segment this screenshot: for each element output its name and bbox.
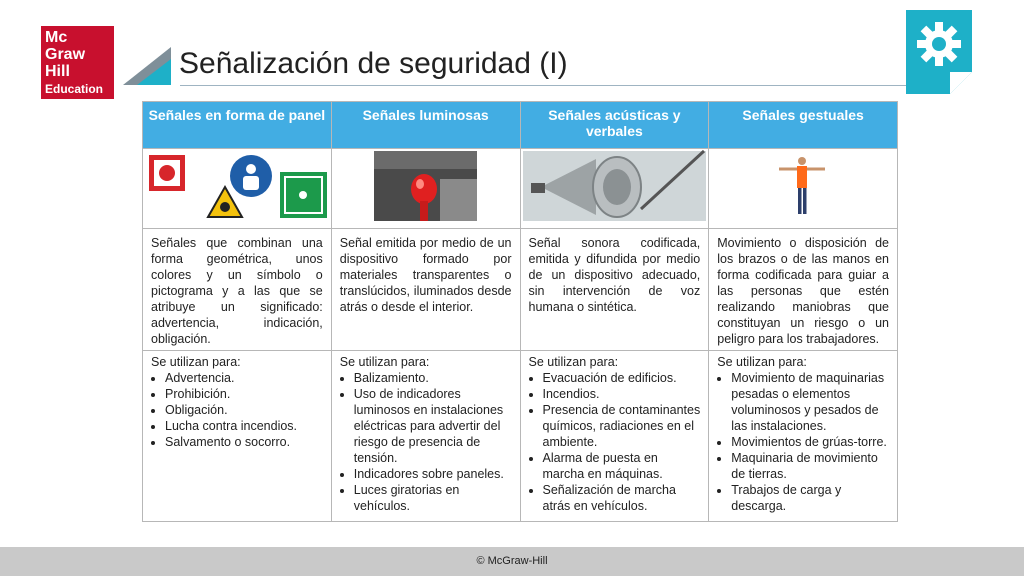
signalling-person-image xyxy=(709,149,898,229)
title-corner-decoration xyxy=(123,47,171,85)
list-item: • Luces giratorias en vehículos. xyxy=(354,482,512,514)
uses-gesture-signs xyxy=(709,351,898,522)
list-item: • Obligación. xyxy=(165,402,323,418)
list-item: • Uso de indicadores luminosos en instalaciones eléctricas para advertir del riesgo de presencia de tensión. xyxy=(354,386,512,466)
loudspeaker-image xyxy=(520,149,709,229)
header-acoustic-signs: Señales acústicas y verbales xyxy=(520,102,709,149)
logo-line: Hill xyxy=(45,63,70,80)
footer-bar xyxy=(0,547,1024,576)
uses-lead: Se utilizan para: xyxy=(339,355,430,369)
warning-light-image xyxy=(331,149,520,229)
uses-light-signs xyxy=(331,351,520,522)
list-item: • Indicadores sobre paneles. xyxy=(354,466,512,482)
logo-line: Mc xyxy=(45,29,68,46)
list-item: • Presencia de contaminantes químicos, radiaciones en el ambiente. xyxy=(543,402,701,450)
description-panel-signs: Señales que combinan una forma geométrica, unos colores y un símbolo o pictograma y a las que se atribuye un significado: advertencia, indicación, obligación. xyxy=(143,229,332,351)
copyright-text: © McGraw-Hill xyxy=(476,555,548,567)
logo-line: Graw xyxy=(45,46,86,63)
list-item: • Movimientos de grúas-torre. xyxy=(731,434,889,450)
list-item: • Alarma de puesta en marcha en máquinas. xyxy=(543,450,701,482)
header-gesture-signs: Señales gestuales xyxy=(709,102,898,149)
description-gesture-signs: Movimiento o disposición de los brazos o de las manos en forma codificada para guiar a las personas que estén realizando maniobras que constituyan un riesgo o un peligro para los trabajadores. xyxy=(709,229,898,351)
list-item: • Evacuación de edificios. xyxy=(543,370,701,386)
list-item: • Lucha contra incendios. xyxy=(165,418,323,434)
page-title: Señalización de seguridad (I) xyxy=(179,47,568,80)
list-item: • Incendios. xyxy=(543,386,701,402)
title-underline xyxy=(180,85,908,86)
description-light-signs: Señal emitida por medio de un dispositivo formado por materiales transparentes o translúcidos, iluminados desde atrás o desde el interior. xyxy=(331,229,520,351)
header-panel-signs: Señales en forma de panel xyxy=(143,102,332,149)
list-item: • Señalización de marcha atrás en vehículos. xyxy=(543,482,701,514)
uses-lead: Se utilizan para: xyxy=(151,355,241,369)
gear-icon xyxy=(906,10,972,94)
mcgraw-hill-logo xyxy=(41,26,114,99)
uses-panel-signs xyxy=(143,351,332,522)
list-item: • Balizamiento. xyxy=(354,370,512,386)
list-item: • Advertencia. xyxy=(165,370,323,386)
header-light-signs: Señales luminosas xyxy=(331,102,520,149)
description-acoustic-signs: Señal sonora codificada, emitida y difundida por medio de un dispositivo adecuado, sin intervención de voz humana o sintética. xyxy=(520,229,709,351)
uses-acoustic-signs xyxy=(520,351,709,522)
list-item: • Prohibición. xyxy=(165,386,323,402)
uses-lead: Se utilizan para: xyxy=(528,355,619,369)
list-item: • Salvamento o socorro. xyxy=(165,434,323,450)
panel-signs-image xyxy=(143,149,332,229)
list-item: • Maquinaria de movimiento de tierras. xyxy=(731,450,889,482)
uses-lead: Se utilizan para: xyxy=(717,355,807,369)
list-item: • Trabajos de carga y descarga. xyxy=(731,482,889,514)
list-item: • Movimiento de maquinarias pesadas o elementos voluminosos y pesados de las instalaciones. xyxy=(731,370,889,434)
logo-line: Education xyxy=(45,82,104,96)
safety-signs-table xyxy=(142,101,898,522)
